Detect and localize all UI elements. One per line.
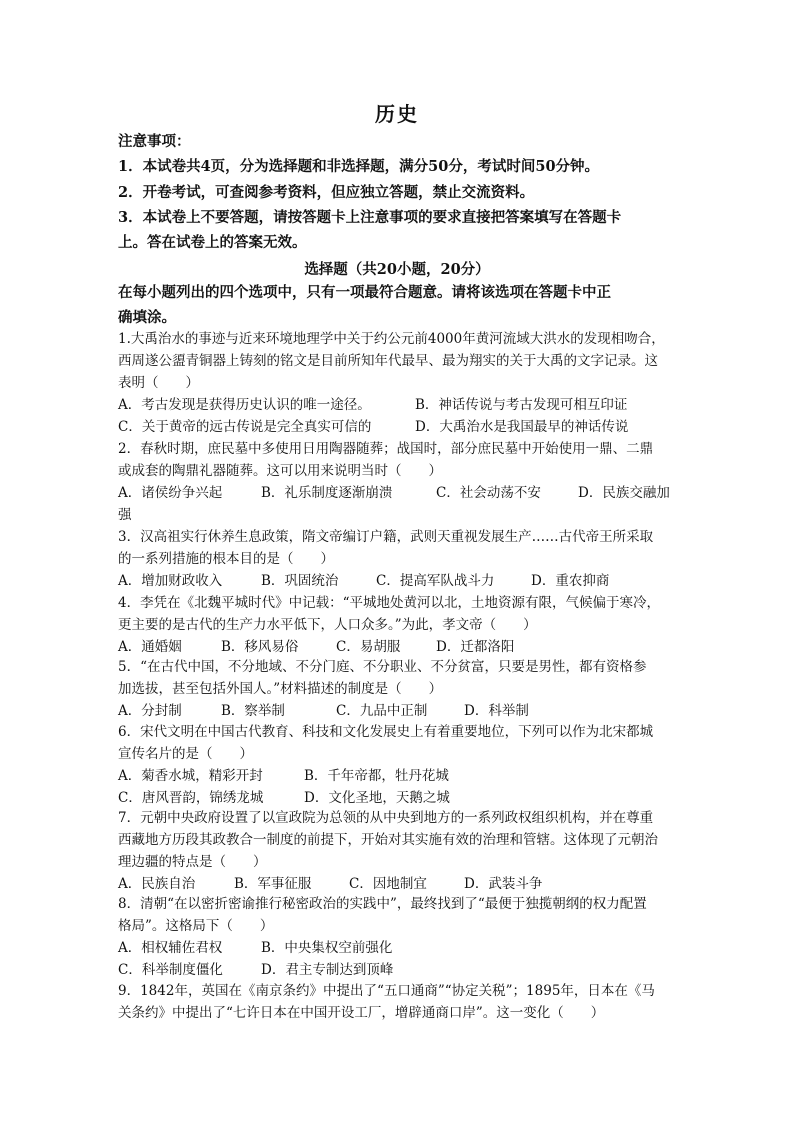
- option-c[interactable]: C．科举制度僵化: [118, 962, 223, 978]
- question-2: [118, 438, 688, 526]
- question-stem: 5．“在古代中国，不分地域、不分门庭、不分职业、不分贫富，只要是男性，都有资格参: [118, 659, 647, 675]
- option-row: [118, 937, 688, 959]
- section-instruction: 在每小题列出的四个选项中，只有一项最符合题意。请将该选项在答题卡中正: [118, 284, 611, 301]
- section-title: 选择题（共20小题，20分）: [304, 261, 490, 278]
- option-c[interactable]: C．九品中正制: [336, 703, 428, 719]
- option-d[interactable]: D．文化圣地，天鹅之城: [304, 790, 450, 806]
- option-row: [118, 873, 688, 895]
- option-a[interactable]: A．通婚姻: [118, 639, 182, 655]
- notice-item: 上。答在试卷上的答案无效。: [118, 234, 307, 251]
- option-row: [118, 416, 688, 438]
- option-b[interactable]: B．礼乐制度逐渐崩溃: [261, 485, 393, 501]
- option-row: [118, 636, 688, 658]
- option-c[interactable]: C．社会动荡不安: [436, 485, 541, 501]
- notice-item: 1．本试卷共4页，分为选择题和非选择题，满分50分，考试时间50分钟。: [118, 158, 600, 175]
- question-stem: 7．元朝中央政府设置了以宣政院为总领的从中央到地方的一系列政权组织机构，并在尊重: [118, 810, 654, 826]
- question-4: [118, 592, 688, 658]
- option-d[interactable]: D．武装斗争: [464, 876, 543, 892]
- option-c[interactable]: C．提高军队战斗力: [376, 573, 495, 589]
- question-5: [118, 656, 688, 722]
- question-stem: 或成套的陶鼎礼器随葬。这可以用来说明当时（ ）: [118, 463, 442, 479]
- question-stem: 关条约》中提出了“七许日本在中国开设工厂，增辟通商口岸”。这一变化（ ）: [118, 1005, 605, 1021]
- question-7: [118, 807, 688, 895]
- notice-heading: 注意事项：: [118, 133, 191, 150]
- notice-item: 3．本试卷上不要答题，请按答题卡上注意事项的要求直接把答案填写在答题卡: [118, 209, 622, 226]
- option-b[interactable]: B．神话传说与考古发现可相互印证: [415, 397, 628, 413]
- option-c[interactable]: C．唐风晋韵，锦绣龙城: [118, 790, 264, 806]
- option-d[interactable]: D．迁都洛阳: [436, 639, 515, 655]
- option-b[interactable]: B．千年帝都，牡丹花城: [304, 768, 449, 784]
- question-stem: 9．1842年，英国在《南京条约》中提出了“五口通商”“协定关税”；1895年，日本在《马: [118, 983, 655, 999]
- option-c[interactable]: C．关于黄帝的远古传说是完全真实可信的: [118, 419, 372, 435]
- question-stem: 理边疆的特点是（ ）: [118, 854, 267, 870]
- option-continuation: 强: [118, 507, 132, 523]
- question-stem: 加选拔，甚至包括外国人。”材料描述的制度是（ ）: [118, 681, 443, 697]
- question-6: [118, 721, 688, 809]
- question-stem: 格局”。这格局下（ ）: [118, 918, 274, 934]
- option-a[interactable]: A．考古发现是获得历史认识的唯一途径。: [118, 397, 371, 413]
- notice-item: 2．开卷考试，可查阅参考资料，但应独立答题，禁止交流资料。: [118, 184, 535, 201]
- question-stem: 更主要的是古代的生产力水平低下，人口众多。”为此，孝文帝（ ）: [118, 617, 537, 633]
- option-row: [118, 700, 688, 722]
- option-a[interactable]: A．菊香水城，精彩开封: [118, 768, 263, 784]
- option-a[interactable]: A．增加财政收入: [118, 573, 223, 589]
- option-a[interactable]: A．民族自治: [118, 876, 196, 892]
- question-stem: 表明（ ）: [118, 375, 199, 391]
- option-row: [118, 959, 688, 981]
- option-row: [118, 394, 688, 416]
- option-b[interactable]: B．军事征服: [234, 876, 312, 892]
- question-stem: 6．宋代文明在中国古代教育、科技和文化发展史上有着重要地位，下列可以作为北宋都城: [118, 724, 654, 740]
- option-b[interactable]: B．察举制: [221, 703, 285, 719]
- option-a[interactable]: A．相权辅佐君权: [118, 940, 223, 956]
- question-stem: 1.大禹治水的事迹与近来环境地理学中关于约公元前4000年黄河流域大洪水的发现相吻合，: [118, 331, 665, 347]
- option-row: [118, 570, 688, 592]
- option-d[interactable]: D．科举制: [464, 703, 529, 719]
- question-stem: 西周遂公盨青铜器上铸刻的铭文是目前所知年代最早、最为翔实的关于大禹的文字记录。这: [118, 353, 658, 369]
- option-row: [118, 482, 688, 504]
- question-stem: 宣传名片的是（ ）: [118, 746, 253, 762]
- option-row: [118, 765, 688, 787]
- option-b[interactable]: B．巩固统治: [261, 573, 339, 589]
- question-stem: 8．清朝“在以密折密谕推行秘密政治的实践中”，最终找到了“最便于独揽朝纲的权力配置: [118, 896, 647, 912]
- option-c[interactable]: C．易胡服: [336, 639, 401, 655]
- option-a[interactable]: A．分封制: [118, 703, 182, 719]
- option-c[interactable]: C．因地制宜: [349, 876, 427, 892]
- option-row: [118, 787, 688, 809]
- question-stem: 西藏地方历段其政教合一制度的前提下，开始对其实施有效的治理和管辖。这体现了元朝治: [118, 832, 658, 848]
- page-title: 历史: [375, 102, 419, 126]
- option-a[interactable]: A．诸侯纷争兴起: [118, 485, 223, 501]
- option-d[interactable]: D．大禹治水是我国最早的神话传说: [415, 419, 629, 435]
- question-9: [118, 980, 688, 1024]
- question-3: [118, 526, 688, 592]
- question-stem: 4．李凭在《北魏平城时代》中记载：“平城地处黄河以北，土地资源有限，气候偏于寒冷，: [118, 595, 660, 611]
- question-8: [118, 893, 688, 981]
- question-stem: 2．春秋时期，庶民墓中多使用日用陶器随葬；战国时，部分庶民墓中开始使用一鼎、二鼎: [118, 441, 654, 457]
- option-d[interactable]: D．民族交融加: [578, 485, 670, 501]
- question-stem: 3．汉高祖实行休养生息政策，隋文帝编订户籍，武则天重视发展生产……古代帝王所采取: [118, 529, 654, 545]
- option-d[interactable]: D．重农抑商: [531, 573, 610, 589]
- option-b[interactable]: B．移风易俗: [221, 639, 299, 655]
- section-instruction: 确填涂。: [118, 309, 176, 326]
- question-1: [118, 328, 688, 438]
- question-stem: 的一系列措施的根本目的是（ ）: [118, 551, 334, 567]
- option-d[interactable]: D．君主专制达到顶峰: [261, 962, 394, 978]
- option-b[interactable]: B．中央集权空前强化: [261, 940, 393, 956]
